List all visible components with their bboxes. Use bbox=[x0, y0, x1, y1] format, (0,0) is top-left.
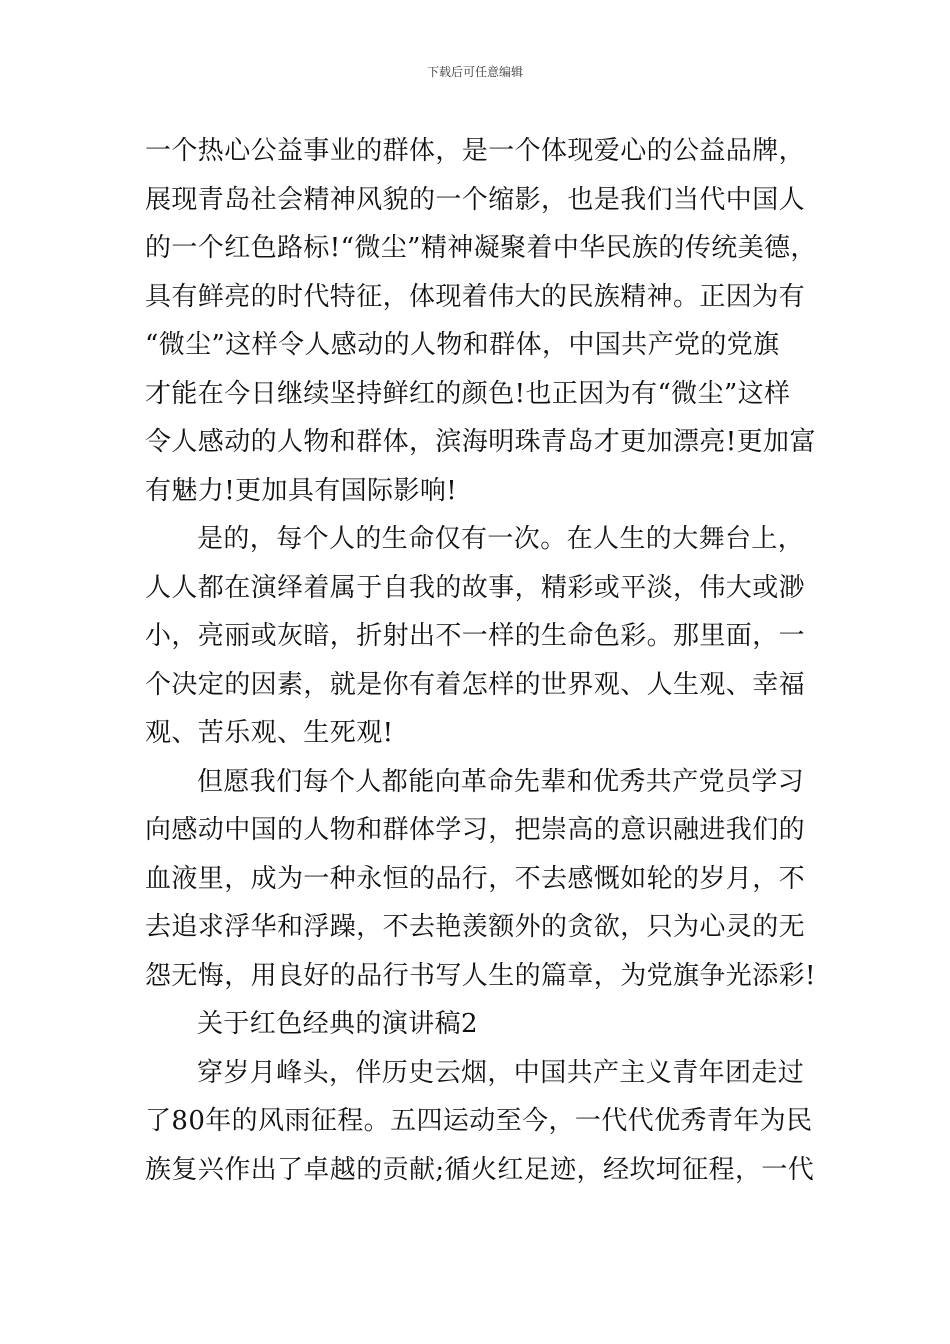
text-line: 观、苦乐观、生死观! bbox=[145, 718, 394, 748]
text-line: 小，亮丽或灰暗，折射出不一样的生命色彩。那里面，一 bbox=[145, 621, 806, 651]
text-line: 人人都在演绎着属于自我的故事，精彩或平淡，伟大或渺 bbox=[145, 572, 806, 603]
text-line: 有魅力!更加具有国际影响! bbox=[145, 475, 458, 506]
section-title: 关于红色经典的演讲稿2 bbox=[197, 1009, 478, 1039]
text-line: 族复兴作出了卓越的贡献;循火红足迹，经坎坷征程，一代 bbox=[145, 1154, 815, 1185]
page-header: 下载后可任意编辑 bbox=[426, 65, 523, 79]
text-line: 才能在今日继续坚持鲜红的颜色!也正因为有“微尘”这样 bbox=[145, 378, 791, 409]
document-body bbox=[145, 127, 825, 1194]
text-line: “微尘”这样令人感动的人物和群体，中国共产党的党旗 bbox=[145, 330, 780, 360]
text-line: 令人感动的人物和群体，滨海明珠青岛才更加漂亮!更加富 bbox=[145, 427, 816, 457]
text-line: 一个热心公益事业的群体，是一个体现爱心的公益品牌， bbox=[145, 136, 806, 166]
paragraph-start-line: 是的，每个人的生命仅有一次。在人生的大舞台上， bbox=[197, 524, 805, 554]
text-line: 向感动中国的人物和群体学习，把崇高的意识融进我们的 bbox=[145, 815, 806, 845]
text-line: 展现青岛社会精神风貌的一个缩影，也是我们当代中国人 bbox=[145, 184, 806, 215]
text-line: 血液里，成为一种永恒的品行，不去感慨如轮的岁月，不 bbox=[145, 863, 806, 894]
text-line: 了80年的风雨征程。五四运动至今，一代代优秀青年为民 bbox=[145, 1106, 813, 1136]
text-line: 具有鲜亮的时代特征，体现着伟大的民族精神。正因为有 bbox=[145, 281, 806, 312]
paragraph-start-line: 但愿我们每个人都能向革命先辈和优秀共产党员学习 bbox=[197, 766, 805, 797]
text-line: 个决定的因素，就是你有着怎样的世界观、人生观、幸福 bbox=[145, 669, 806, 700]
text-line: 的一个红色路标!“微尘”精神凝聚着中华民族的传统美德， bbox=[145, 233, 817, 263]
paragraph-start-line: 穿岁月峰头，伴历史云烟，中国共产主义青年团走过 bbox=[197, 1057, 805, 1088]
text-line: 去追求浮华和浮躁，不去艳羡额外的贪欲，只为心灵的无 bbox=[145, 912, 806, 942]
text-line: 怨无悔，用良好的品行书写人生的篇章，为党旗争光添彩! bbox=[145, 960, 816, 991]
